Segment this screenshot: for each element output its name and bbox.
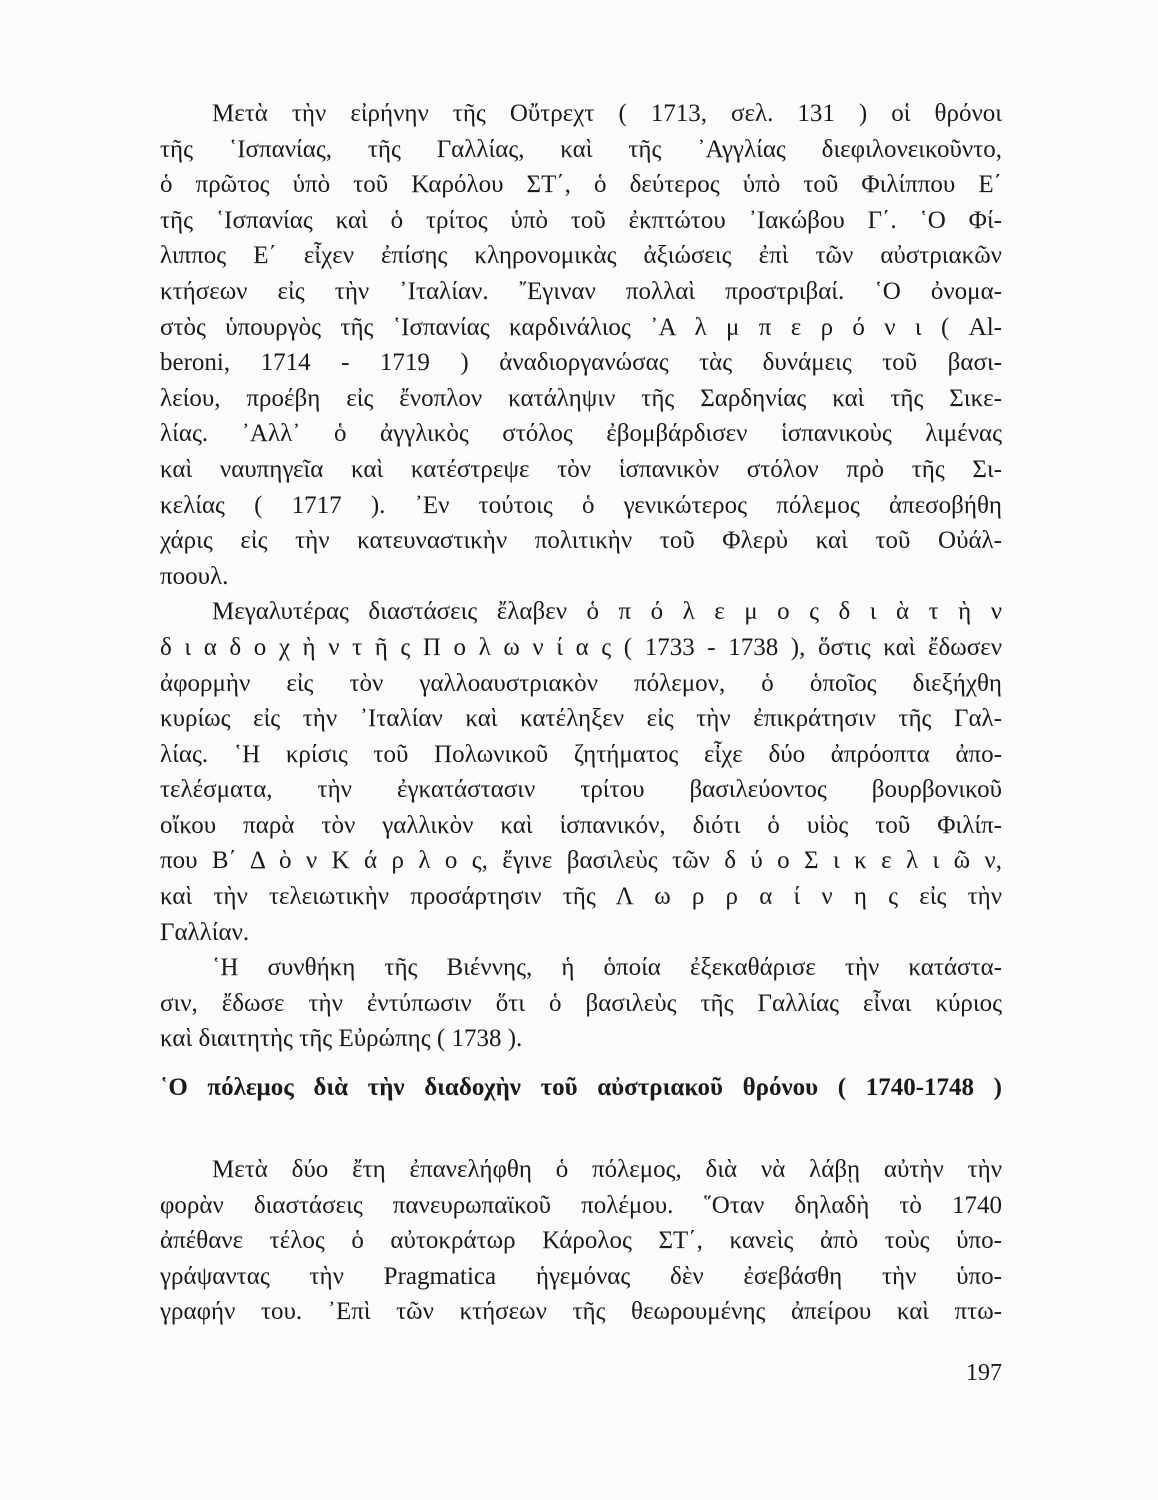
section-heading: ῾Ο πόλεμος διὰ τὴν διαδοχὴν τοῦ αὐστριακοῦ θρόνου ( 1740-1748 )	[160, 1074, 1002, 1101]
text-line: λείου, προέβη εἰς ἔνοπλον κατάληψιν τῆς Σαρδηνίας καὶ τῆς Σικε-	[160, 384, 1002, 412]
text-line: λίας. ῾Η κρίσις τοῦ Πολωνικοῦ ζητήματος εἶχε δύο ἀπρόοπτα ἀπο-	[160, 740, 1002, 768]
text-line: λίας. ᾿Αλλ᾿ ὁ ἀγγλικὸς στόλος ἐβομβάρδισεν ἱσπανικοὺς λιμένας	[160, 420, 1002, 448]
text-line: χάρις εἰς τὴν κατευναστικὴν πολιτικὴν τοῦ Φλερὺ καὶ τοῦ Οὐάλ-	[160, 527, 1002, 555]
paragraph-2	[160, 594, 1002, 950]
paragraph-4	[160, 1152, 1002, 1330]
text-line: καὶ τὴν τελειωτικὴν προσάρτησιν τῆς Λ ω ρ ρ α ί ν η ς εἰς τὴν	[160, 883, 1002, 911]
text-line: τῆς ῾Ισπανίας, τῆς Γαλλίας, καὶ τῆς ᾿Αγγλίας διεφιλονεικοῦντο,	[160, 135, 1002, 163]
text-line: φορὰν διαστάσεις πανευρωπαϊκοῦ πολέμου. ῞Οταν δηλαδὴ τὸ 1740	[160, 1191, 1002, 1219]
text-line: καὶ διαιτητὴς τῆς Εὐρώπης ( 1738 ).	[160, 1025, 523, 1053]
body-text	[160, 96, 1002, 1057]
text-line: κτήσεων εἰς τὴν ᾿Ιταλίαν. ῎Εγιναν πολλαὶ προστριβαί. ῾Ο ὀνομα-	[160, 277, 1002, 305]
text-line: στὸς ὑπουργὸς τῆς ῾Ισπανίας καρδινάλιος ᾿Α λ μ π ε ρ ό ν ι ( Al-	[160, 313, 1002, 341]
text-line: Μεγαλυτέρας διαστάσεις ἔλαβεν ὁ π ό λ ε μ ο ς δ ι ὰ τ ὴ ν	[212, 598, 1002, 626]
text-line: ποουλ.	[160, 562, 229, 590]
text-line: λιππος Ε΄ εἶχεν ἐπίσης κληρονομικὰς ἀξιώσεις ἐπὶ τῶν αὐστριακῶν	[160, 242, 1002, 270]
text-line: Μετὰ δύο ἔτη ἐπανελήφθη ὁ πόλεμος, διὰ νὰ λάβῃ αὐτὴν τὴν	[212, 1156, 1002, 1183]
text-line: τελέσματα, τὴν ἐγκατάστασιν τρίτου βασιλεύοντος βουρβονικοῦ	[160, 776, 1002, 804]
text-line: Μετὰ τὴν εἰρήνην τῆς Οὔτρεχτ ( 1713, σελ. 131 ) οἱ θρόνοι	[212, 100, 1002, 127]
text-line: γραφήν του. ᾿Επὶ τῶν κτήσεων τῆς θεωρουμένης ἀπείρου καὶ πτω-	[160, 1298, 1002, 1326]
text-line: οἴκου παρὰ τὸν γαλλικὸν καὶ ἱσπανικόν, διότι ὁ υἱὸς τοῦ Φιλίπ-	[160, 811, 1002, 839]
text-line: ῾Η συνθήκη τῆς Βιέννης, ἡ ὁποία ἐξεκαθάρισε τὴν κατάστα-	[212, 954, 1002, 982]
page-number: 197	[966, 1360, 1002, 1386]
text-line: κελίας ( 1717 ). ᾿Εν τούτοις ὁ γενικώτερος πόλεμος ἀπεσοβήθη	[160, 491, 1002, 519]
text-line: Γαλλίαν.	[160, 918, 250, 946]
text-line: ὁ πρῶτος ὑπὸ τοῦ Καρόλου ΣΤ΄, ὁ δεύτερος ὑπὸ τοῦ Φιλίππου Ε΄	[160, 171, 1002, 199]
paragraph-1	[160, 96, 1002, 594]
text-line: beroni, 1714 - 1719 ) ἀναδιοργανώσας τὰς δυνάμεις τοῦ βασι-	[160, 349, 1002, 377]
text-line: τῆς ῾Ισπανίας καὶ ὁ τρίτος ὑπὸ τοῦ ἐκπτώτου ᾿Ιακώβου Γ΄. ῾Ο Φί-	[160, 206, 1002, 234]
text-line: που Β΄ Δ ὸ ν Κ ά ρ λ ο ς, ἔγινε βασιλεὺς τῶν δ ύ ο Σ ι κ ε λ ι ῶ ν,	[160, 847, 1002, 875]
paragraph-3	[160, 950, 1002, 1057]
text-line: δ ι α δ ο χ ὴ ν τ ῆ ς Π ο λ ω ν ί α ς ( 1733 - 1738 ), ὅστις καὶ ἔδωσεν	[160, 633, 1002, 661]
text-line: ἀφορμὴν εἰς τὸν γαλλοαυστριακὸν πόλεμον, ὁ ὁποῖος διεξήχθη	[160, 669, 1002, 697]
text-line: γράψαντας τὴν Pragmatica ἡγεμόνας δὲν ἐσεβάσθη τὴν ὑπο-	[160, 1262, 1002, 1290]
text-line: καὶ ναυπηγεῖα καὶ κατέστρεψε τὸν ἱσπανικὸν στόλον πρὸ τῆς Σι-	[160, 455, 1002, 483]
text-line: σιν, ἔδωσε τὴν ἐντύπωσιν ὅτι ὁ βασιλεὺς τῆς Γαλλίας εἶναι κύριος	[160, 989, 1002, 1017]
text-line: ἀπέθανε τέλος ὁ αὐτοκράτωρ Κάρολος ΣΤ΄, κανεὶς ἀπὸ τοὺς ὑπο-	[160, 1227, 1002, 1255]
text-line: κυρίως εἰς τὴν ᾿Ιταλίαν καὶ κατέληξεν εἰς τὴν ἐπικράτησιν τῆς Γαλ-	[160, 705, 1002, 733]
